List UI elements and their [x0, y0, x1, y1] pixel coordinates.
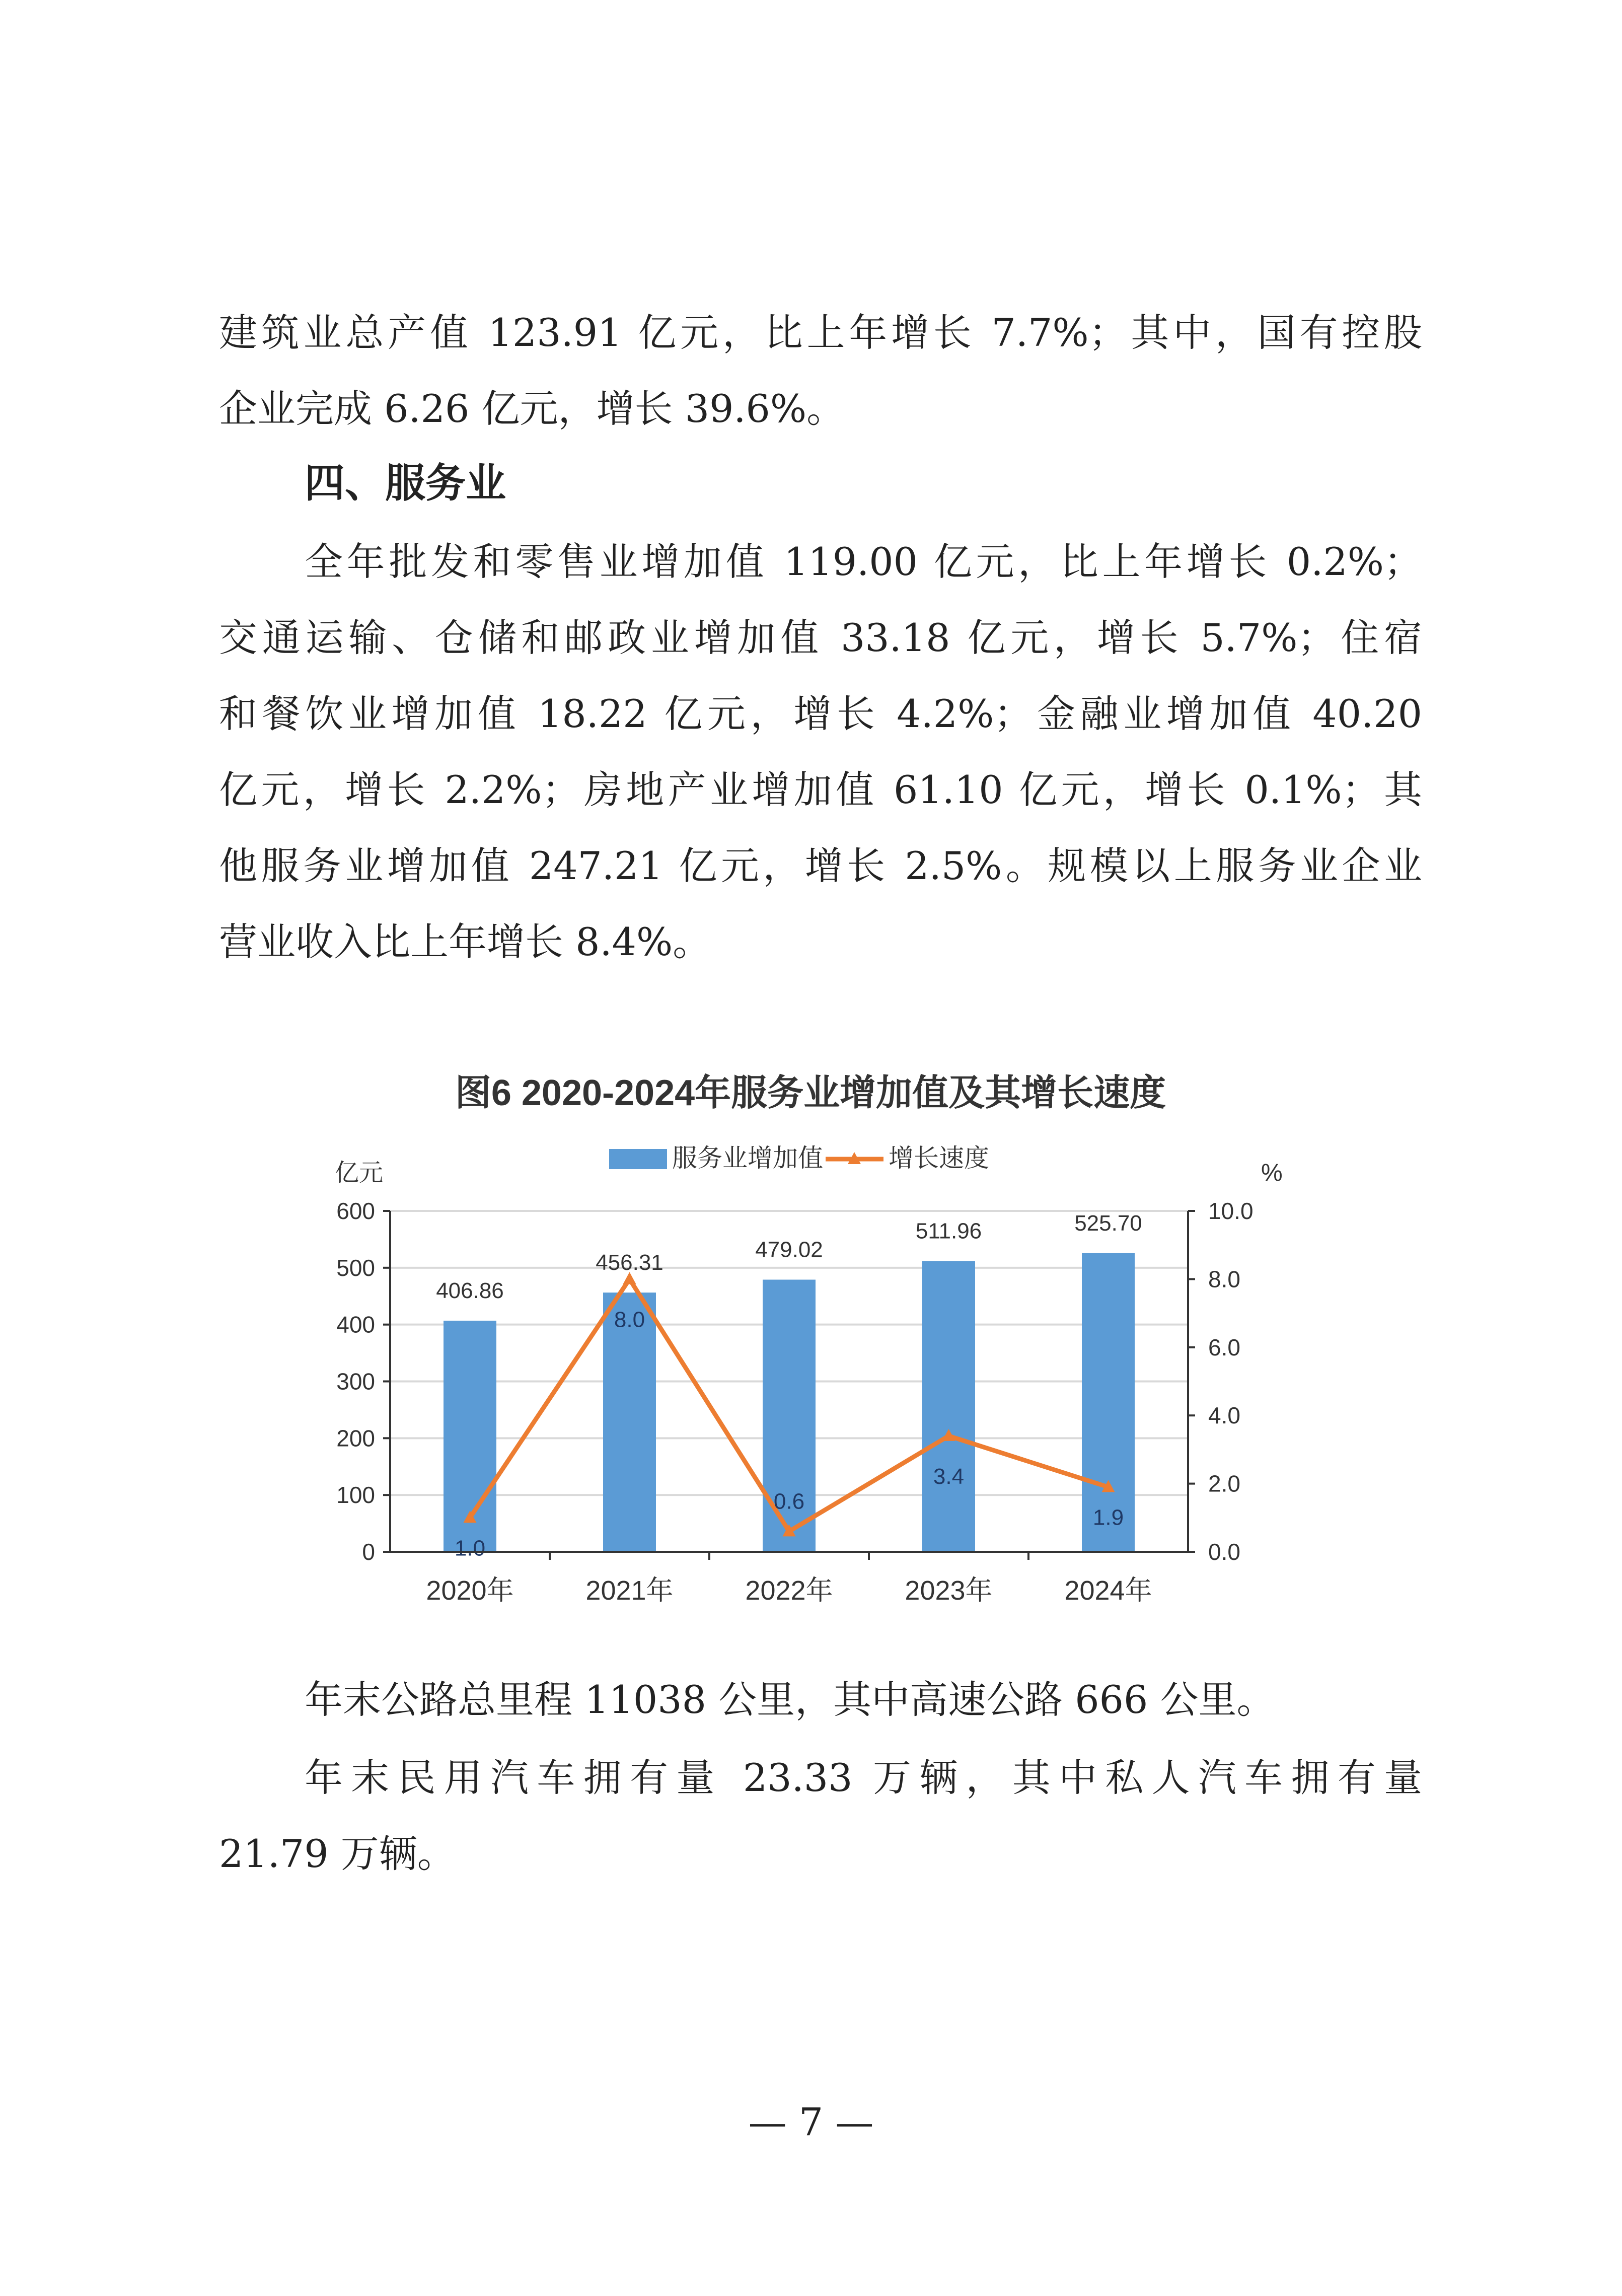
page-number: — 7 —: [748, 2100, 874, 2144]
text-line: 和餐饮业增加值 18.22 亿元，增长 4.2%；金融业增加值 40.20: [219, 691, 1422, 736]
text-line: 营业收入比上年增长 8.4%。: [219, 919, 711, 964]
legend-line-label: 增长速度: [889, 1144, 989, 1172]
x-tick-label: 2022年: [745, 1575, 833, 1606]
text-line: 年末民用汽车拥有量 23.33 万辆，其中私人汽车拥有量: [305, 1755, 1422, 1800]
text-line: 亿元，增长 2.2%；房地产业增加值 61.10 亿元，增长 0.1%；其: [219, 767, 1422, 812]
right-tick-label: 4.0: [1208, 1402, 1240, 1429]
bar-value-label: 525.70: [1074, 1210, 1142, 1236]
legend-bar-swatch: [609, 1149, 667, 1169]
paragraph-roads: [219, 1662, 1422, 1738]
left-tick-label: 0: [362, 1539, 375, 1565]
text-line: 企业完成 6.26 亿元，增长 39.6%。: [219, 386, 845, 431]
text-line: 年末公路总里程 11038 公里，其中高速公路 666 公里。: [305, 1677, 1275, 1722]
text-line: 建筑业总产值 123.91 亿元，比上年增长 7.7%；其中，国有控股: [219, 310, 1422, 355]
left-tick-label: 500: [336, 1254, 375, 1281]
services-chart: [0, 1047, 1622, 1652]
growth-value-label: 0.6: [773, 1489, 805, 1514]
right-tick-label: 0.0: [1208, 1539, 1240, 1565]
bar-value-label: 406.86: [436, 1278, 504, 1303]
text-line: 交通运输、仓储和邮政业增加值 33.18 亿元，增长 5.7%；住宿: [219, 615, 1422, 660]
legend: [609, 1144, 989, 1172]
growth-value-label: 1.9: [1092, 1505, 1124, 1530]
growth-value-label: 3.4: [933, 1464, 965, 1489]
text-line: 他服务业增加值 247.21 亿元，增长 2.5%。规模以上服务业企业: [219, 843, 1422, 888]
x-tick-label: 2024年: [1064, 1575, 1152, 1606]
right-tick-label: 8.0: [1208, 1266, 1240, 1293]
left-tick-label: 400: [336, 1311, 375, 1338]
x-tick-label: 2023年: [905, 1575, 993, 1606]
growth-value-label: 8.0: [614, 1307, 645, 1332]
left-tick-label: 600: [336, 1198, 375, 1224]
paragraph-vehicles: [219, 1740, 1422, 1892]
right-axis-unit: %: [1261, 1160, 1283, 1186]
left-tick-label: 100: [336, 1482, 375, 1509]
right-tick-label: 2.0: [1208, 1470, 1240, 1497]
right-tick-label: 10.0: [1208, 1198, 1254, 1224]
left-axis-unit: 亿元: [335, 1160, 384, 1186]
bar-2023年: [922, 1261, 975, 1552]
text-line: 全年批发和零售业增加值 119.00 亿元，比上年增长 0.2%；: [305, 539, 1422, 584]
x-tick-label: 2020年: [426, 1575, 514, 1606]
paragraph-services: [219, 524, 1422, 980]
section-heading: 四、服务业: [305, 460, 506, 507]
right-tick-label: 6.0: [1208, 1334, 1240, 1360]
bar-value-label: 479.02: [755, 1237, 823, 1262]
left-tick-label: 200: [336, 1425, 375, 1452]
growth-value-label: 1.0: [454, 1536, 486, 1561]
bar-value-label: 456.31: [596, 1250, 663, 1275]
text-line: 21.79 万辆。: [219, 1831, 456, 1876]
legend-bar-label: 服务业增加值: [672, 1144, 823, 1172]
chart-title: 图6 2020-2024年服务业增加值及其增长速度: [455, 1073, 1166, 1113]
x-tick-label: 2021年: [585, 1575, 674, 1606]
paragraph-construction: [219, 295, 1422, 447]
bar-value-label: 511.96: [915, 1218, 982, 1244]
left-tick-label: 300: [336, 1368, 375, 1395]
